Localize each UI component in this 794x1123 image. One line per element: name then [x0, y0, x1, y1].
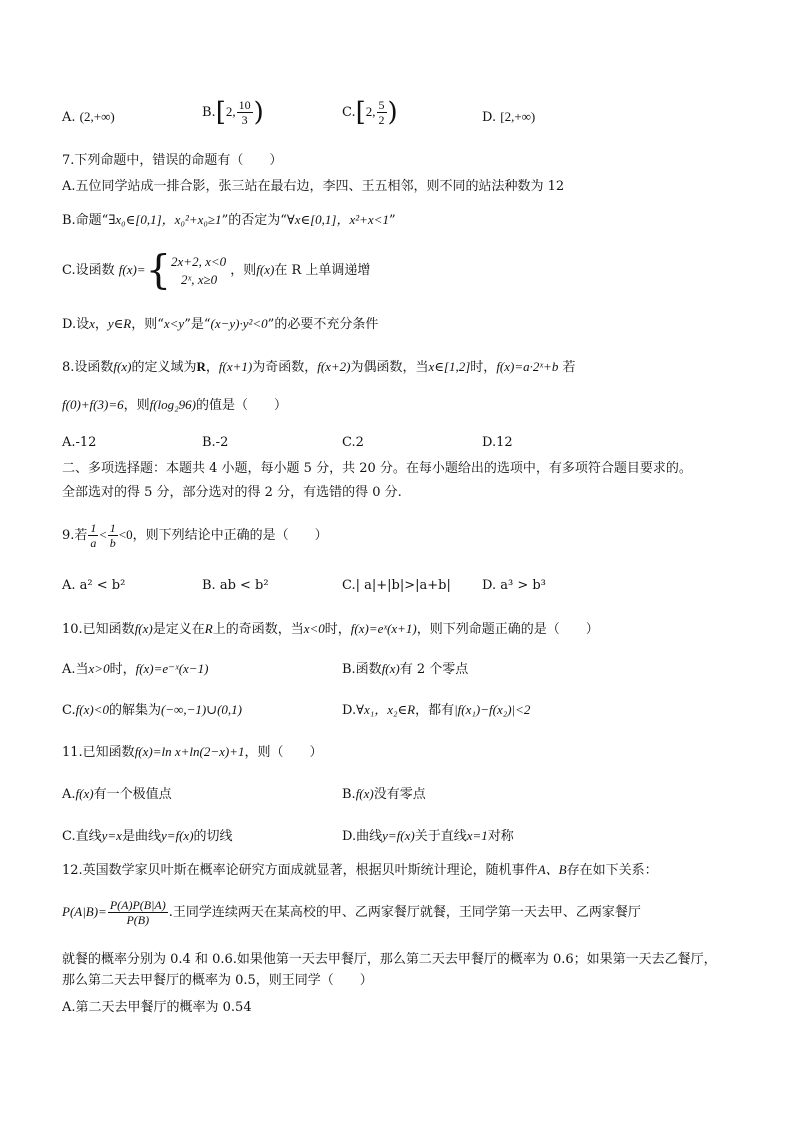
q8-R: R [196, 359, 206, 374]
q9-frac2 [108, 521, 118, 550]
q7-d-y: y∈R [107, 316, 132, 331]
q7-d-cond1: x<y [163, 316, 185, 331]
q6-option-c-lead: 2, [365, 104, 376, 119]
q9-option-c: C.| a|+|b|>|a+b| [342, 578, 451, 593]
q11-option-d [342, 826, 514, 847]
q10-d-m1: ∀x₁，x₂∈R [356, 702, 416, 717]
q7-c-case2: 2ˣ, x≥0 [181, 271, 218, 287]
q10-t1: 10.已知函数 [62, 622, 135, 637]
q11-stem [62, 742, 323, 763]
q9-f1-num: 1 [90, 521, 97, 535]
q7-d-cond2: (x−y)·y²<0 [210, 316, 268, 331]
q8-m2: f(x+1) [218, 359, 253, 374]
q6-option-b-lead: 2, [225, 104, 236, 119]
q7-option-c: C.设函数 f(x)={ 2x+2, x<0 2ˣ, x≥0 ，则f(x)在 R 上单调递增 [62, 247, 371, 294]
q10-c-m2: (−∞,−1)∪(0,1) [160, 702, 242, 717]
q10-b-m: f(x) [381, 661, 400, 676]
q7-d-text5: ”的必要不充分条件 [267, 317, 379, 332]
q12-formula-lhs: P(A|B)= [62, 904, 107, 919]
q7-c-text1: C.设函数 [62, 263, 115, 278]
q6-option-d-label: D. [482, 110, 497, 125]
q7-c-fx: f(x)= [118, 262, 146, 277]
q9-t3: ，则下列结论中正确的是（ ） [132, 528, 328, 543]
q10-a-t2: 时， [109, 662, 136, 677]
q10-option-d [342, 700, 530, 721]
q12-formula-tail: .王同学连续两天在某高校的甲、乙两家餐厅就餐，王同学第一天去甲、乙两家餐厅 [168, 905, 641, 920]
q9-f2-num: 1 [109, 521, 116, 535]
q10-a-t: A.当 [62, 662, 89, 677]
q12-option-a: A.第二天去甲餐厅的概率为 0.54 [62, 1000, 252, 1015]
q8-t7: 若 [558, 360, 576, 375]
q10-stem [62, 619, 599, 640]
q12-line4: 那么第二天去甲餐厅的概率为 0.5，则王同学（ ） [62, 973, 373, 988]
q11-b-t2: 没有零点 [373, 787, 426, 802]
q12-line1-end: 存在如下关系： [566, 863, 658, 878]
q11-t2: ，则（ ） [244, 745, 323, 760]
q9-option-b: B. ab < b² [202, 578, 269, 593]
q12-line3: 就餐的概率分别为 0.4 和 0.6.如果他第一天去甲餐厅，那么第二天去甲餐厅的概率为 0.6；如果第一天去乙餐厅， [62, 952, 717, 967]
q8-m5: f(x)=a·2ˣ+b [496, 359, 559, 374]
q10-b-t: B.函数 [342, 662, 382, 677]
q10-d-t2: ，都有 [415, 703, 455, 718]
q9-frac1 [88, 521, 98, 550]
q7-d-x: x [89, 316, 95, 331]
q10-option-c [62, 700, 242, 721]
q7-option-a: A.五位同学站成一排合影，张三站在最右边，李四、王五相邻，则不同的站法种数为 12 [62, 179, 565, 194]
q10-m1: f(x) [134, 621, 153, 636]
q10-c-t: C. [62, 703, 76, 718]
q10-t5: ，则下列命题正确的是（ ） [416, 622, 599, 637]
q10-b-t2: 有 2 个零点 [399, 662, 469, 677]
q10-t3: 上的奇函数，当 [212, 622, 304, 637]
q8-m1: f(x) [113, 359, 132, 374]
q6-option-c-fraction [377, 98, 387, 127]
q10-t2: 是定义在 [152, 622, 205, 637]
q8-option-c: C.2 [342, 435, 364, 450]
q6-option-c-den: 2 [378, 113, 385, 127]
q8-t2: 的定义域为 [131, 360, 197, 375]
q7-d-text4: ”是“ [184, 317, 211, 332]
q10-option-a [62, 659, 208, 680]
q6-option-c-num: 5 [378, 98, 385, 112]
q12-line1 [62, 860, 658, 881]
q7-option-b [62, 210, 396, 231]
q7-c-case1: 2x+2, x<0 [171, 253, 227, 269]
q6-option-c: C.[2, $\frac{5}{2}$ ) [342, 97, 398, 128]
q6-option-d-math: [2,+∞) [500, 109, 536, 124]
q12-formula-fraction [108, 898, 168, 927]
section2-line1: 二、多项选择题：本题共 4 小题，每小题 5 分，共 20 分。在每小题给出的选项中，有多项符合题目要求的。 [62, 461, 692, 476]
q11-t1: 11.已知函数 [62, 745, 135, 760]
q8-m4: x∈[1,2] [428, 359, 471, 374]
q6-option-a [62, 107, 115, 128]
q11-c-t2: 是曲线 [121, 829, 161, 844]
q6-option-a-label: A. [62, 110, 76, 125]
q9-t2: <0 [118, 527, 133, 542]
q9-option-a: A. a² < b² [62, 578, 126, 593]
q6-option-b-label: B. [202, 105, 216, 120]
q7-c-text3: 在 R 上单调递增 [274, 263, 371, 278]
q11-d-m2: x=1 [466, 828, 488, 843]
q7-stem: 7.下列命题中，错误的命题有（ ） [62, 153, 283, 168]
q6-option-b: B.[2, $\frac{10}{3}$ ) [202, 97, 264, 128]
q7-c-cases [171, 253, 226, 289]
q10-m4: f(x)=eˣ(x+1) [350, 621, 417, 636]
q8-t6: 时， [470, 360, 497, 375]
q11-d-t2: 关于直线 [414, 829, 467, 844]
q9-f2-den: b [109, 536, 116, 550]
q9-f1-den: a [90, 536, 97, 550]
q8-option-b: B.-2 [202, 435, 229, 450]
q8-stem-line1 [62, 357, 575, 378]
q7-d-text1: D.设 [62, 317, 90, 332]
q11-m1: f(x)=ln x+ln(2−x)+1 [134, 744, 245, 759]
q6-option-b-den: 3 [241, 113, 248, 127]
q7-b-math1: ∃x₀∈[0,1]，x₀²+x₀≥1 [108, 212, 222, 227]
q7-c-fx2: f(x) [256, 262, 275, 277]
q8-line2-m1: f(0)+f(3)=6 [62, 397, 124, 412]
q7-c-text2: ，则 [230, 263, 257, 278]
q8-option-d: D.12 [482, 435, 513, 450]
q10-option-b [342, 659, 468, 680]
q11-c-m2: y=f(x) [160, 828, 194, 843]
q11-a-t: A. [62, 787, 76, 802]
q12-line1-m: A、B [537, 862, 567, 877]
q11-d-m1: y=f(x) [382, 828, 415, 843]
q11-a-m: f(x) [75, 786, 94, 801]
q12-line1-text: 12.英国数学家贝叶斯在概率论研究方面成就显著，根据贝叶斯统计理论，随机事件 [62, 863, 538, 878]
q10-a-m2: f(x)=e⁻ˣ(x−1) [135, 661, 209, 676]
q8-t3: ， [205, 360, 219, 375]
q11-d-t: D.曲线 [342, 829, 383, 844]
q8-line2-t2: 的值是（ ） [196, 398, 288, 413]
q7-d-text3: ，则“ [131, 317, 164, 332]
q10-d-m2: |f(x₁)−f(x₂)|<2 [454, 702, 531, 717]
q7-b-text1: B.命题“ [62, 213, 109, 228]
q12-formula-num: P(A)P(B|A) [109, 898, 166, 912]
q7-b-text2: ”的否定为“ [221, 213, 287, 228]
q12-formula-den: P(B) [126, 913, 150, 927]
q10-t4: 时， [324, 622, 351, 637]
q10-a-m1: x>0 [88, 661, 110, 676]
q11-c-m1: y=x [101, 828, 122, 843]
section2-line2: 全部选对的得 5 分，部分选对的得 2 分，有选错的得 0 分. [62, 485, 402, 500]
q11-b-t: B. [342, 787, 356, 802]
q10-c-m1: f(x)<0 [75, 702, 109, 717]
q8-line2-t1: ，则 [123, 398, 150, 413]
q9-stem [62, 520, 328, 551]
q8-line2-m2: f(log₂96) [149, 397, 197, 412]
q7-d-text2: ， [94, 317, 108, 332]
q7-option-d [62, 314, 378, 335]
q11-b-m: f(x) [355, 786, 374, 801]
q11-a-t2: 有一个极值点 [93, 787, 172, 802]
q8-m3: f(x+2) [317, 359, 351, 374]
q6-option-b-fraction [237, 98, 253, 127]
q8-t4: 为奇函数， [252, 360, 318, 375]
q8-t1: 8.设函数 [62, 360, 114, 375]
q9-option-d: D. a³ > b³ [482, 578, 546, 593]
q8-stem-line2 [62, 395, 287, 416]
q6-option-d [482, 107, 535, 128]
q11-option-a [62, 784, 172, 805]
q10-m3: x<0 [303, 621, 325, 636]
q9-lt: < [99, 527, 107, 542]
q6-option-b-num: 10 [238, 98, 251, 112]
q8-option-a: A.-12 [62, 435, 97, 450]
q8-t5: 为偶函数，当 [350, 360, 429, 375]
q11-option-c [62, 826, 233, 847]
q6-option-c-label: C. [342, 105, 356, 120]
q7-b-text3: ” [388, 213, 396, 228]
q10-c-t2: 的解集为 [108, 703, 161, 718]
q12-formula-line [62, 892, 641, 933]
q11-option-b [342, 784, 426, 805]
q7-b-math2: ∀x∈[0,1]，x²+x<1 [286, 212, 389, 227]
q11-d-t3: 对称 [487, 829, 514, 844]
q9-t1: 9.若 [62, 528, 88, 543]
q10-d-t: D. [342, 703, 357, 718]
q11-c-t3: 的切线 [193, 829, 233, 844]
q11-c-t: C.直线 [62, 829, 102, 844]
q6-option-a-math: (2,+∞) [79, 109, 115, 124]
q10-m2: R [204, 621, 213, 636]
